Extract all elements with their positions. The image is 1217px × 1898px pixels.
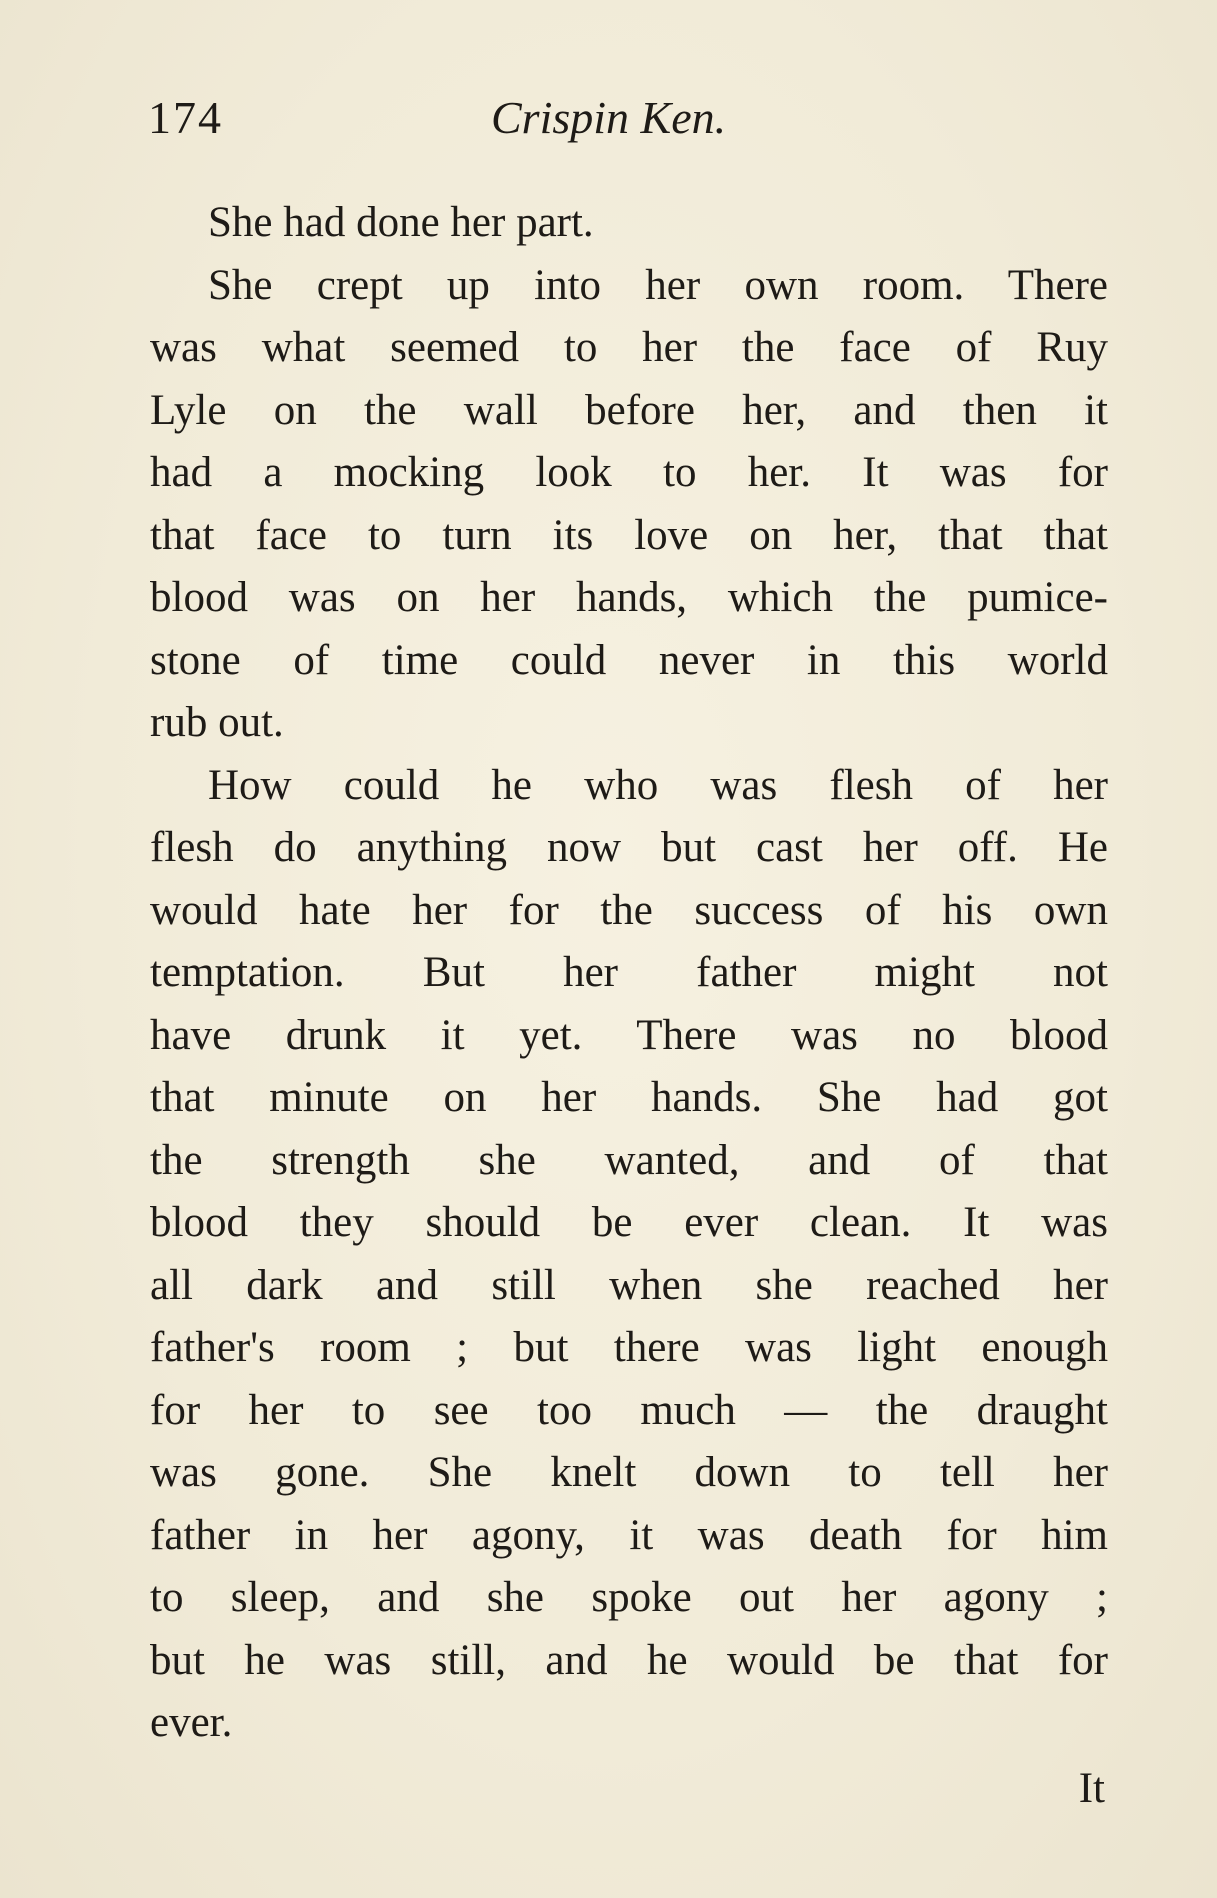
text-line: that minute on her hands. She had got — [150, 1074, 1108, 1121]
text-line: stone of time could never in this world — [150, 636, 1108, 684]
text-line: blood they should be ever clean. It was — [150, 1199, 1108, 1246]
text-line: have drunk it yet. There was no blood — [150, 1011, 1108, 1059]
text-line: the strength she wanted, and of that — [150, 1136, 1108, 1184]
running-head: Crispin Ken. — [491, 92, 727, 143]
text-line: rub out. — [150, 699, 284, 746]
text-line: How could he who was flesh of her — [208, 761, 1108, 809]
text-line: was what seemed to her the face of Ruy — [150, 324, 1108, 371]
text-line: would hate her for the success of his own — [150, 886, 1108, 934]
text-line: father in her agony, it was death for him — [150, 1511, 1108, 1559]
text-line: temptation. But her father might not — [150, 949, 1108, 996]
text-line: She crept up into her own room. There — [208, 261, 1108, 309]
text-line: to sleep, and she spoke out her agony ; — [150, 1574, 1108, 1621]
text-line: but he was still, and he would be that for — [150, 1636, 1108, 1684]
text-line: for her to see too much — the draught — [150, 1386, 1108, 1434]
text-line: had a mocking look to her. It was for — [150, 449, 1108, 496]
text-line: blood was on her hands, which the pumice- — [150, 574, 1108, 621]
text-line: Lyle on the wall before her, and then it — [150, 386, 1108, 434]
text-line: was gone. She knelt down to tell her — [150, 1449, 1108, 1496]
text-line: ever. — [150, 1699, 233, 1746]
text-line: flesh do anything now but cast her off. He — [150, 824, 1108, 871]
body-text — [150, 192, 1108, 1755]
text-line: father's room ; but there was light enough — [150, 1324, 1108, 1371]
text-line: all dark and still when she reached her — [150, 1261, 1108, 1309]
text-line: that face to turn its love on her, that that — [150, 511, 1108, 559]
page-header — [148, 88, 1108, 148]
text-line: She had done her part. — [208, 199, 594, 246]
page-number: 174 — [148, 92, 223, 143]
catchword: It — [1078, 1765, 1105, 1812]
